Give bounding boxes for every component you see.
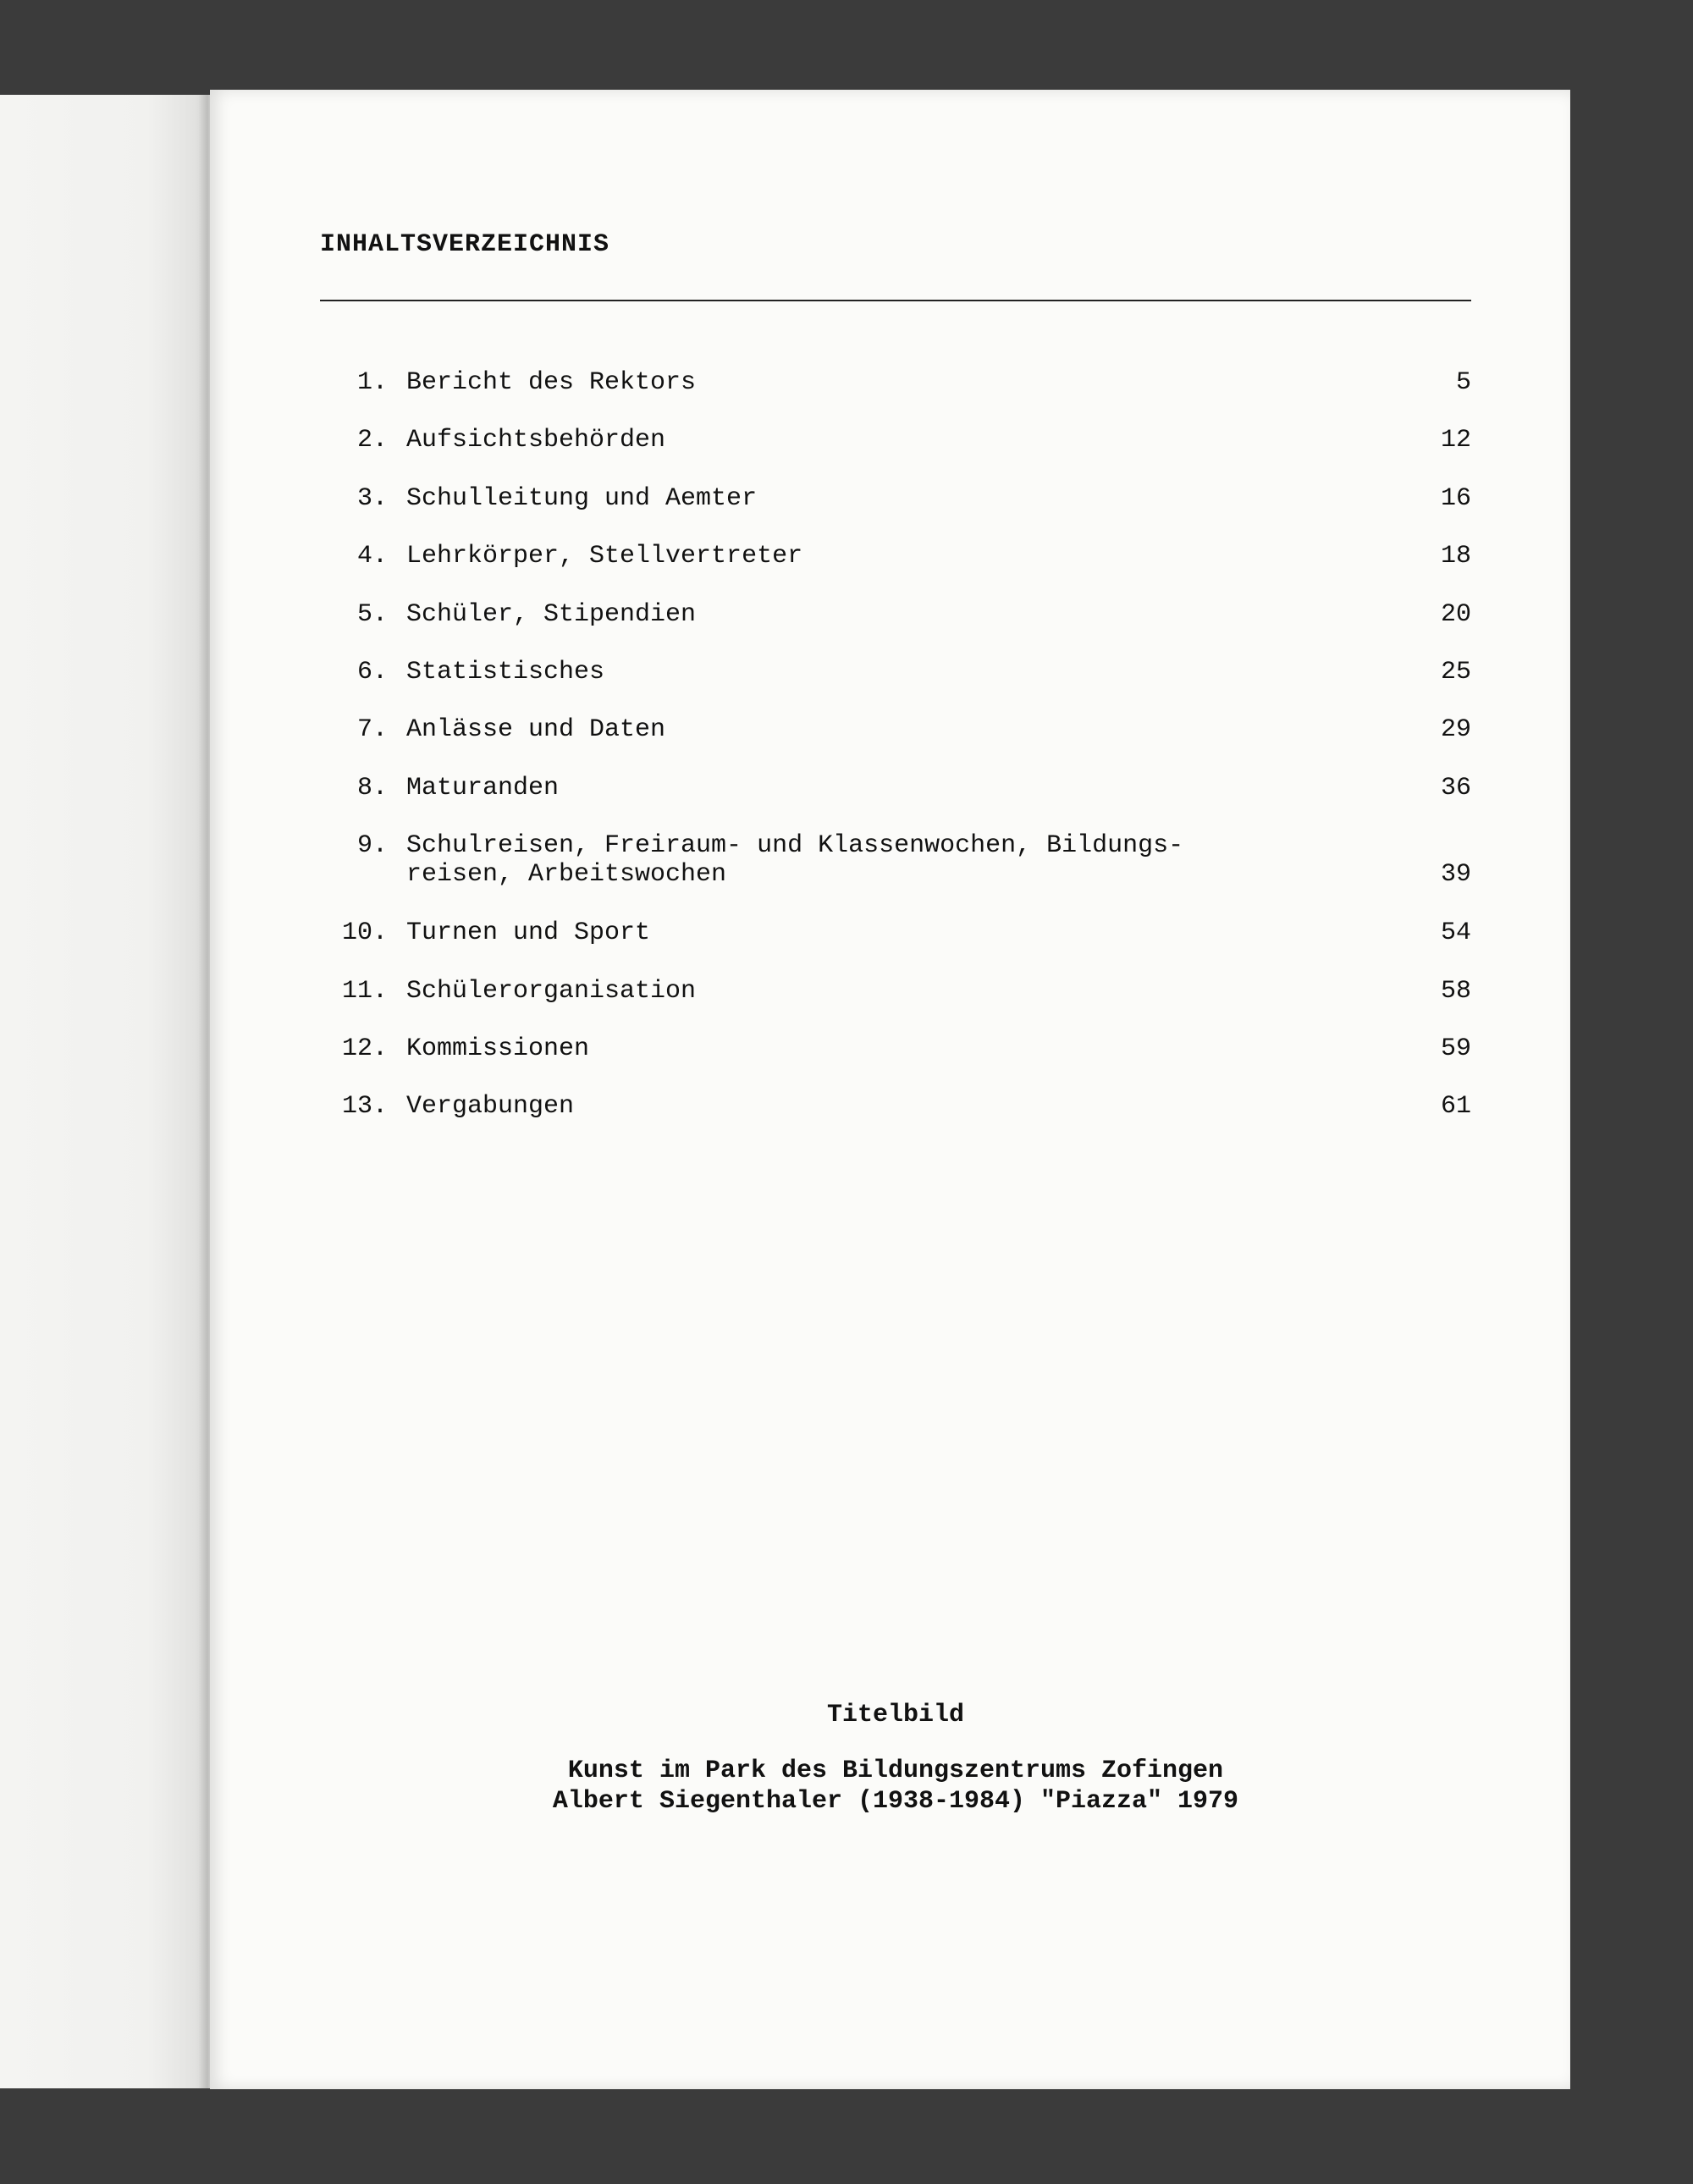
toc-entry-page: 61 [1440, 1092, 1471, 1122]
toc-entry-number: 10. [341, 918, 388, 948]
toc-entry [320, 774, 1471, 831]
toc-entry-title: Vergabungen [406, 1092, 575, 1122]
toc-entry [320, 977, 1471, 1034]
toc-entry-title: Schulreisen, Freiraum- und Klassenwochen, Bildungs- reisen, Arbeitswochen [406, 831, 1184, 890]
toc-entry-title: Kommissionen [406, 1034, 590, 1063]
toc-entry [320, 484, 1471, 542]
toc-entry-number: 12. [341, 1034, 388, 1063]
toc-entry [320, 368, 1471, 426]
toc-entry [320, 600, 1471, 658]
toc-entry [320, 658, 1471, 715]
toc-entry [320, 918, 1471, 976]
toc-entry [320, 831, 1471, 918]
toc-entry-page: 18 [1440, 542, 1471, 571]
title-underline [320, 300, 1471, 301]
toc-entry-number: 8. [356, 773, 388, 802]
toc-entry-title: Schulleitung und Aemter [406, 483, 758, 513]
toc-entry-number: 7. [356, 715, 388, 745]
toc-entry-number: 2. [356, 426, 388, 455]
toc-entry-title: Turnen und Sport [406, 918, 651, 948]
toc-entry-page: 59 [1440, 1034, 1471, 1063]
toc-entry-number: 5. [356, 599, 388, 629]
toc-entry-title: Anlässe und Daten [406, 715, 666, 745]
toc-entry-page: 29 [1440, 715, 1471, 745]
page-title: INHALTSVERZEICHNIS [320, 230, 610, 259]
caption-line: Kunst im Park des Bildungszentrums Zofingen [567, 1757, 1224, 1785]
toc-entry [320, 542, 1471, 599]
toc-entry [320, 426, 1471, 483]
toc-entry-number: 3. [356, 483, 388, 513]
table-of-contents [320, 368, 1471, 1150]
toc-entry-number: 6. [356, 657, 388, 687]
toc-entry-title: Lehrkörper, Stellvertreter [406, 542, 803, 571]
toc-entry-page: 36 [1440, 773, 1471, 802]
toc-entry-title: Aufsichtsbehörden [406, 426, 666, 455]
toc-entry-page: 25 [1440, 657, 1471, 687]
toc-entry-number: 1. [356, 368, 388, 397]
toc-entry-number: 9. [356, 831, 388, 861]
toc-entry [320, 1092, 1471, 1150]
toc-entry-title: Bericht des Rektors [406, 368, 697, 397]
toc-entry [320, 715, 1471, 773]
caption-line: Albert Siegenthaler (1938-1984) "Piazza" 1979 [552, 1787, 1239, 1816]
toc-entry-title: Statistisches [406, 657, 605, 687]
toc-entry-number: 13. [341, 1092, 388, 1122]
toc-entry-page: 12 [1440, 426, 1471, 455]
toc-entry-page: 5 [1455, 368, 1471, 397]
toc-entry-page: 54 [1440, 918, 1471, 948]
toc-entry-page: 20 [1440, 599, 1471, 629]
toc-entry-number: 4. [356, 542, 388, 571]
cover-image-caption [320, 1700, 1471, 1817]
toc-entry-title: Maturanden [406, 773, 560, 802]
toc-entry-page: 39 [1440, 860, 1471, 890]
left-page [0, 95, 212, 2088]
caption-heading: Titelbild [826, 1701, 965, 1729]
toc-entry-title: Schüler, Stipendien [406, 599, 697, 629]
toc-entry-page: 58 [1440, 976, 1471, 1006]
toc-entry-title: Schülerorganisation [406, 976, 697, 1006]
toc-entry-page: 16 [1440, 483, 1471, 513]
toc-entry [320, 1034, 1471, 1092]
toc-entry-number: 11. [341, 976, 388, 1006]
